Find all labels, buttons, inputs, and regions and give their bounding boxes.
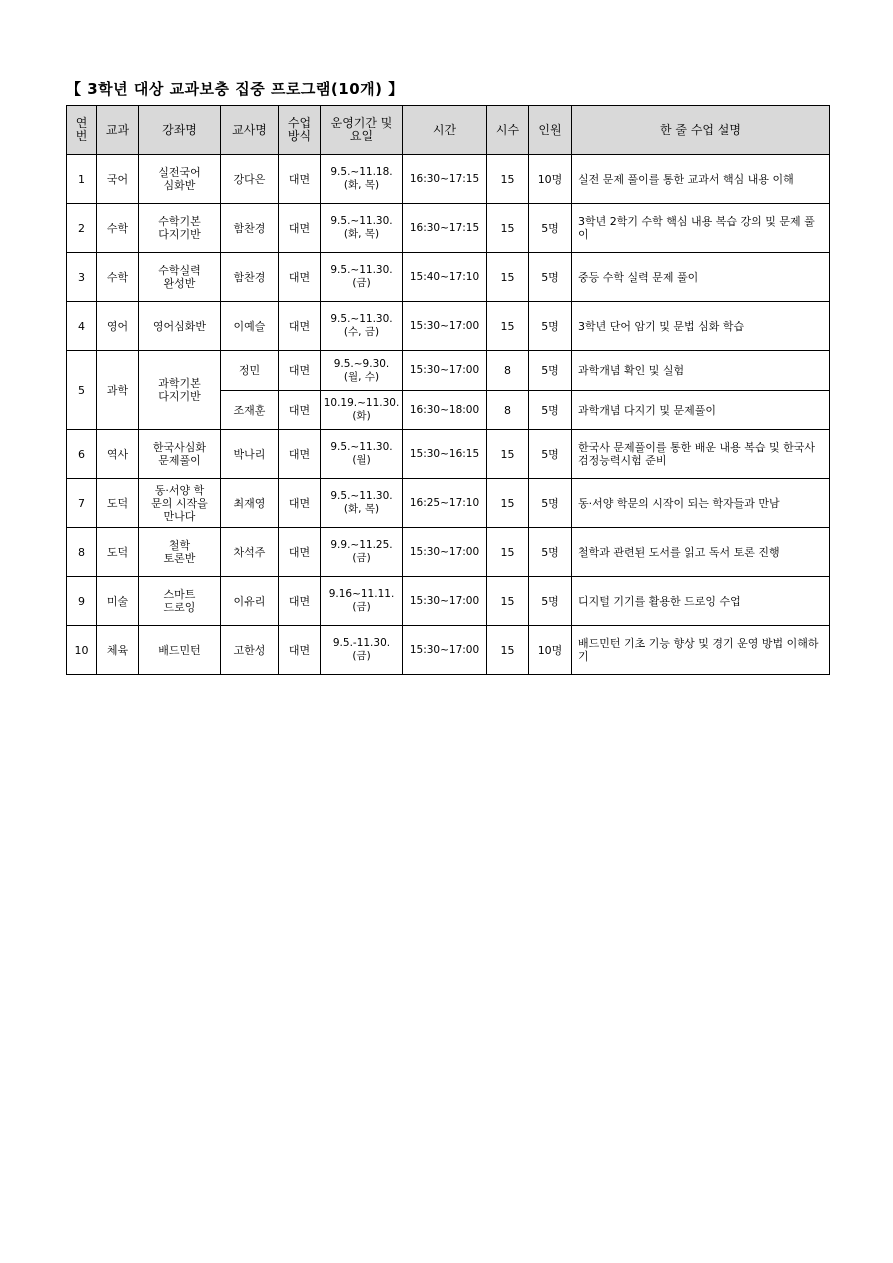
header-teacher: 교사명 <box>221 106 279 155</box>
row-course: 실전국어 심화반 <box>139 155 221 204</box>
row-time: 15:30~16:15 <box>403 430 487 479</box>
row-teacher: 이예슬 <box>221 302 279 351</box>
row-subject: 수학 <box>97 253 139 302</box>
row-subject: 도덕 <box>97 528 139 577</box>
row-method: 대면 <box>279 155 321 204</box>
row-description: 과학개념 확인 및 실험 <box>572 351 830 391</box>
row-time: 15:30~17:00 <box>403 626 487 675</box>
table-row <box>67 528 830 577</box>
row-teacher: 조재훈 <box>221 391 279 430</box>
row-hours: 15 <box>487 626 529 675</box>
row-subject: 미술 <box>97 577 139 626</box>
row-time: 16:30~18:00 <box>403 391 487 430</box>
row-capacity: 5명 <box>529 528 572 577</box>
header-capacity: 인원 <box>529 106 572 155</box>
table-row <box>67 302 830 351</box>
row-subject: 역사 <box>97 430 139 479</box>
row-course: 스마트 드로잉 <box>139 577 221 626</box>
row-course: 수학실력 완성반 <box>139 253 221 302</box>
row-course: 배드민턴 <box>139 626 221 675</box>
header-hours: 시수 <box>487 106 529 155</box>
row-teacher: 함찬경 <box>221 253 279 302</box>
program-table <box>66 105 830 675</box>
row-hours: 8 <box>487 391 529 430</box>
row-no: 5 <box>67 351 97 430</box>
row-method: 대면 <box>279 351 321 391</box>
row-description: 중등 수학 실력 문제 풀이 <box>572 253 830 302</box>
row-period: 9.16~11.11. (금) <box>321 577 403 626</box>
row-subject: 수학 <box>97 204 139 253</box>
header-method: 수업 방식 <box>279 106 321 155</box>
row-subject: 국어 <box>97 155 139 204</box>
header-period: 운영기간 및 요일 <box>321 106 403 155</box>
row-capacity: 5명 <box>529 253 572 302</box>
table-row <box>67 155 830 204</box>
row-period: 9.5.~11.30. (화, 목) <box>321 479 403 528</box>
row-capacity: 5명 <box>529 430 572 479</box>
table-row <box>67 430 830 479</box>
row-subject: 과학 <box>97 351 139 430</box>
row-method: 대면 <box>279 626 321 675</box>
row-time: 15:40~17:10 <box>403 253 487 302</box>
row-method: 대면 <box>279 302 321 351</box>
row-method: 대면 <box>279 391 321 430</box>
row-capacity: 5명 <box>529 391 572 430</box>
table-row <box>67 577 830 626</box>
header-description: 한 줄 수업 설명 <box>572 106 830 155</box>
row-method: 대면 <box>279 430 321 479</box>
row-method: 대면 <box>279 479 321 528</box>
row-course: 철학 토론반 <box>139 528 221 577</box>
row-time: 15:30~17:00 <box>403 528 487 577</box>
row-hours: 8 <box>487 351 529 391</box>
row-period: 9.5.~11.30. (수, 금) <box>321 302 403 351</box>
table-row <box>67 479 830 528</box>
row-time: 15:30~17:00 <box>403 302 487 351</box>
row-no: 8 <box>67 528 97 577</box>
row-teacher: 최재영 <box>221 479 279 528</box>
row-time: 15:30~17:00 <box>403 577 487 626</box>
row-no: 9 <box>67 577 97 626</box>
header-course: 강좌명 <box>139 106 221 155</box>
row-teacher: 차석주 <box>221 528 279 577</box>
row-period: 9.5.~11.18. (화, 목) <box>321 155 403 204</box>
row-subject: 체육 <box>97 626 139 675</box>
row-hours: 15 <box>487 430 529 479</box>
row-subject: 도덕 <box>97 479 139 528</box>
row-no: 4 <box>67 302 97 351</box>
row-no: 6 <box>67 430 97 479</box>
row-teacher: 강다은 <box>221 155 279 204</box>
row-description: 동·서양 학문의 시작이 되는 학자들과 만남 <box>572 479 830 528</box>
row-description: 3학년 단어 암기 및 문법 심화 학습 <box>572 302 830 351</box>
row-period: 9.9.~11.25. (금) <box>321 528 403 577</box>
table-row <box>67 351 830 391</box>
row-no: 2 <box>67 204 97 253</box>
row-time: 16:25~17:10 <box>403 479 487 528</box>
row-period: 9.5.~11.30. (월) <box>321 430 403 479</box>
row-method: 대면 <box>279 204 321 253</box>
row-method: 대면 <box>279 577 321 626</box>
row-capacity: 10명 <box>529 155 572 204</box>
row-period: 9.5.~9.30. (월, 수) <box>321 351 403 391</box>
row-capacity: 5명 <box>529 302 572 351</box>
row-no: 10 <box>67 626 97 675</box>
row-no: 3 <box>67 253 97 302</box>
row-hours: 15 <box>487 302 529 351</box>
row-description: 배드민턴 기초 기능 향상 및 경기 운영 방법 이해하기 <box>572 626 830 675</box>
row-hours: 15 <box>487 253 529 302</box>
row-teacher: 함찬경 <box>221 204 279 253</box>
row-hours: 15 <box>487 155 529 204</box>
row-hours: 15 <box>487 204 529 253</box>
row-hours: 15 <box>487 528 529 577</box>
row-course: 수학기본 다지기반 <box>139 204 221 253</box>
row-course: 동·서양 학 문의 시작을 만나다 <box>139 479 221 528</box>
row-description: 한국사 문제풀이를 통한 배운 내용 복습 및 한국사검정능력시험 준비 <box>572 430 830 479</box>
row-course: 과학기본 다지기반 <box>139 351 221 430</box>
row-period: 9.5.-11.30. (금) <box>321 626 403 675</box>
header-row <box>67 106 830 155</box>
table-row <box>67 626 830 675</box>
row-subject: 영어 <box>97 302 139 351</box>
row-method: 대면 <box>279 253 321 302</box>
row-time: 16:30~17:15 <box>403 155 487 204</box>
row-capacity: 5명 <box>529 204 572 253</box>
row-teacher: 정민 <box>221 351 279 391</box>
row-period: 9.5.~11.30. (금) <box>321 253 403 302</box>
row-no: 7 <box>67 479 97 528</box>
row-description: 철학과 관련된 도서를 읽고 독서 토론 진행 <box>572 528 830 577</box>
row-no: 1 <box>67 155 97 204</box>
row-course: 영어심화반 <box>139 302 221 351</box>
row-description: 과학개념 다지기 및 문제풀이 <box>572 391 830 430</box>
row-description: 실전 문제 풀이를 통한 교과서 핵심 내용 이해 <box>572 155 830 204</box>
header-time: 시간 <box>403 106 487 155</box>
row-hours: 15 <box>487 479 529 528</box>
row-description: 디지털 기기를 활용한 드로잉 수업 <box>572 577 830 626</box>
row-time: 15:30~17:00 <box>403 351 487 391</box>
row-capacity: 10명 <box>529 626 572 675</box>
row-teacher: 고한성 <box>221 626 279 675</box>
row-capacity: 5명 <box>529 479 572 528</box>
row-description: 3학년 2학기 수학 핵심 내용 복습 강의 및 문제 풀이 <box>572 204 830 253</box>
header-no: 연 번 <box>67 106 97 155</box>
table-row <box>67 204 830 253</box>
header-subject: 교과 <box>97 106 139 155</box>
row-capacity: 5명 <box>529 351 572 391</box>
row-capacity: 5명 <box>529 577 572 626</box>
row-course: 한국사심화 문제풀이 <box>139 430 221 479</box>
row-period: 10.19.~11.30. (화) <box>321 391 403 430</box>
row-period: 9.5.~11.30. (화, 목) <box>321 204 403 253</box>
row-teacher: 박나리 <box>221 430 279 479</box>
row-method: 대면 <box>279 528 321 577</box>
row-teacher: 이유리 <box>221 577 279 626</box>
row-time: 16:30~17:15 <box>403 204 487 253</box>
table-row <box>67 253 830 302</box>
page-title: 【 3학년 대상 교과보충 집중 프로그램(10개) 】 <box>66 80 404 98</box>
row-hours: 15 <box>487 577 529 626</box>
